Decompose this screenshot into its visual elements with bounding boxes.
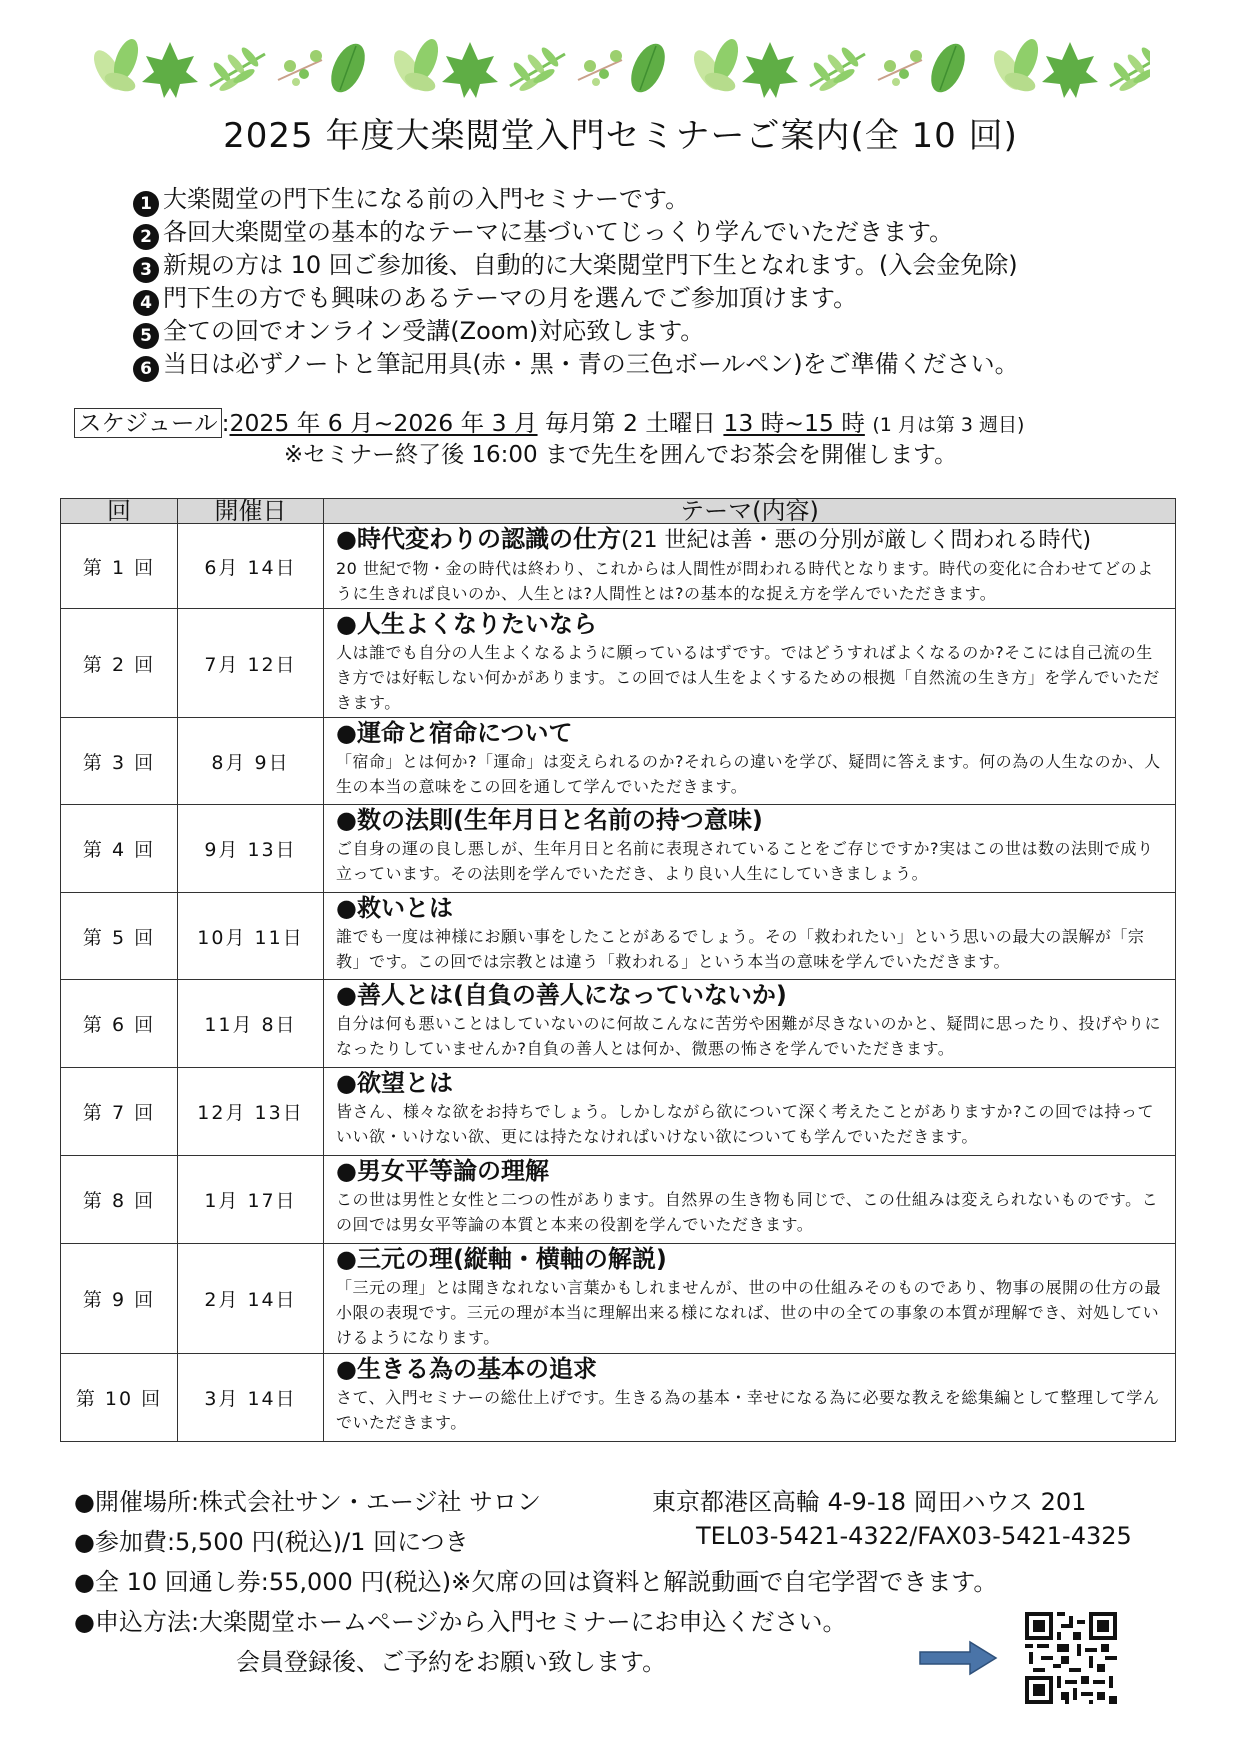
fern-leaf-icon: [210, 45, 265, 93]
session-number: 第 9 回: [61, 1244, 178, 1354]
circled-number-icon: 6: [133, 356, 159, 382]
schedule-label: スケジュール: [74, 408, 222, 438]
point-item: [133, 250, 1019, 283]
table-header-row: [61, 499, 1176, 524]
session-number: 第 8 回: [61, 1156, 178, 1244]
table-row: [61, 805, 1176, 893]
schedule-exception: (1 月は第 3 週目): [872, 414, 1025, 436]
theme-title: ●救いとは: [336, 894, 453, 922]
fee: ●参加費:5,500 円(税込)/1 回につき: [74, 1528, 469, 1556]
session-number: 第 10 回: [61, 1354, 178, 1442]
qr-code-icon[interactable]: [1025, 1612, 1117, 1704]
session-date: 8月 9日: [178, 718, 324, 805]
point-item: [133, 349, 1019, 382]
apply-method-note: 会員登録後、ご予約をお願い致します。: [236, 1648, 667, 1676]
table-row: [61, 893, 1176, 980]
theme-description: ご自身の運の良し悪しが、生年月日と名前に表現されていることをご存じですか?実はこの世は数の法則で成り立っています。その法則を学んでいただき、より良い人生にしていきましょう。: [336, 839, 1154, 883]
session-number: 第 5 回: [61, 893, 178, 980]
contact-tel-fax: TEL03-5421-4322/FAX03-5421-4325: [696, 1522, 1132, 1550]
table-row: [61, 1156, 1176, 1244]
schedule-day: 毎月第 2 土曜日: [545, 409, 716, 437]
theme-title: ●三元の理(縦軸・横軸の解説): [336, 1245, 667, 1273]
table-row: [61, 524, 1176, 609]
theme-title: ●善人とは(自負の善人になっていないか): [336, 981, 787, 1009]
session-theme: [324, 1354, 1176, 1442]
session-date: 3月 14日: [178, 1354, 324, 1442]
theme-description: さて、入門セミナーの総仕上げです。生きる為の基本・幸せになる為に必要な教えを総集編として整理して学んでいただきます。: [336, 1388, 1160, 1432]
theme-title: ●欲望とは: [336, 1069, 453, 1097]
table-row: [61, 718, 1176, 805]
session-theme: [324, 1244, 1176, 1354]
header-date: 開催日: [178, 499, 324, 524]
session-theme: [324, 609, 1176, 718]
theme-title: ●男女平等論の理解: [336, 1157, 549, 1185]
theme-description: 「宿命」とは何か?「運命」は変えられるのか?それらの違いを学び、疑問に答えます。何の為の人生なのか、人生の本当の意味をこの回を通して学んでいただきます。: [336, 752, 1161, 796]
table-row: [61, 980, 1176, 1068]
table-row: [61, 1244, 1176, 1354]
schedule-period: 2025 年 6 月~2026 年 3 月: [229, 409, 538, 437]
feature-points: [133, 184, 1019, 382]
theme-description: 皆さん、様々な欲をお持ちでしょう。しかしながら欲について深く考えたことがありますか?この回では持っていい欲・いけない欲、更には持たなければいけない欲についても学んでいただきます。: [336, 1102, 1154, 1146]
venue: ●開催場所:株式会社サン・エージ社 サロン: [74, 1488, 541, 1516]
session-number: 第 3 回: [61, 718, 178, 805]
session-number: 第 7 回: [61, 1068, 178, 1156]
session-date: 11月 8日: [178, 980, 324, 1068]
point-text: 当日は必ずノートと筆記用具(赤・黒・青の三色ボールペン)をご準備ください。: [163, 350, 1019, 378]
schedule-time: 13 時~15 時: [723, 409, 865, 437]
session-date: 7月 12日: [178, 609, 324, 718]
session-theme: [324, 718, 1176, 805]
table-row: [61, 1354, 1176, 1442]
circled-number-icon: 1: [133, 191, 159, 217]
page-title: 2025 年度大楽閲堂入門セミナーご案内(全 10 回): [223, 116, 1018, 156]
theme-description: 人は誰でも自分の人生よくなるように願っているはずです。ではどうすればよくなるのか?そこには自己流の生き方では好転しない何かがあります。この回では人生をよくするための根拠「自然流の生き方」を学んでいただきます。: [336, 643, 1160, 712]
point-text: 門下生の方でも興味のあるテーマの月を選んでご参加頂けます。: [163, 284, 858, 312]
apply-method: ●申込方法:大楽閲堂ホームページから入門セミナーにお申込ください。: [74, 1608, 847, 1636]
point-text: 新規の方は 10 回ご参加後、自動的に大楽閲堂門下生となれます。(入会金免除): [163, 251, 1018, 279]
point-text: 各回大楽閲堂の基本的なテーマに基づいてじっくり学んでいただきます。: [163, 218, 954, 246]
session-date: 1月 17日: [178, 1156, 324, 1244]
header-theme: テーマ(内容): [324, 499, 1176, 524]
header-no: 回: [61, 499, 178, 524]
seminar-table: [60, 498, 1176, 1442]
theme-title: ●時代変わりの認識の仕方: [336, 525, 621, 553]
berry-branch-icon: [278, 50, 322, 86]
schedule-line: スケジュール :2025 年 6 月~2026 年 3 月 毎月第 2 土曜日 13 時~15 時 (1 月は第 3 週目): [74, 404, 1024, 438]
theme-title: ●数の法則(生年月日と名前の持つ意味): [336, 806, 763, 834]
table-row: [61, 609, 1176, 718]
session-date: 6月 14日: [178, 524, 324, 609]
session-number: 第 2 回: [61, 609, 178, 718]
theme-description: 自分は何も悪いことはしていないのに何故こんなに苦労や困難が尽きないのかと、疑問に思ったり、投げやりになったりしていませんか?自負の善人とは何か、微悪の怖さを学んでいただきます。: [336, 1014, 1162, 1058]
session-theme: [324, 524, 1176, 609]
session-theme: [324, 893, 1176, 980]
leaf-banner: [90, 30, 1150, 102]
venue-address: 東京都港区高輪 4-9-18 岡田ハウス 201: [652, 1488, 1087, 1516]
point-item: [133, 283, 1019, 316]
session-number: 第 1 回: [61, 524, 178, 609]
session-theme: [324, 1156, 1176, 1244]
schedule-note: ※セミナー終了後 16:00 まで先生を囲んでお茶会を開催します。: [283, 442, 958, 468]
theme-subtitle: (21 世紀は善・悪の分別が厳しく問われる時代): [620, 528, 1092, 553]
theme-title: ●生きる為の基本の追求: [336, 1355, 597, 1383]
session-date: 12月 13日: [178, 1068, 324, 1156]
theme-description: 「三元の理」とは聞きなれない言葉かもしれませんが、世の中の仕組みそのものであり、物事の展開の仕方の最小限の表現です。三元の理が本当に理解出来る様になれば、世の中の全ての事象の本質が理解でき、対処していけるようになります。: [336, 1278, 1162, 1347]
leaf-cluster-icon: [90, 36, 143, 95]
session-date: 2月 14日: [178, 1244, 324, 1354]
session-theme: [324, 805, 1176, 893]
season-pass: ●全 10 回通し券:55,000 円(税込)※欠席の回は資料と解説動画で自宅学習できます。: [74, 1568, 998, 1596]
theme-description: 誰でも一度は神様にお願い事をしたことがあるでしょう。その「救われたい」という思いの最大の誤解が「宗教」です。この回では宗教とは違う「救われる」という本当の意味を学んでいただきます。: [336, 927, 1145, 971]
session-number: 第 6 回: [61, 980, 178, 1068]
session-theme: [324, 1068, 1176, 1156]
broad-leaf-icon: [324, 39, 371, 98]
circled-number-icon: 2: [133, 224, 159, 250]
point-text: 大楽閲堂の門下生になる前の入門セミナーです。: [163, 185, 690, 213]
point-item: [133, 184, 1019, 217]
session-number: 第 4 回: [61, 805, 178, 893]
maple-leaf-icon: [142, 42, 198, 98]
point-item: [133, 316, 1019, 349]
session-theme: [324, 980, 1176, 1068]
theme-description: 20 世紀で物・金の時代は終わり、これからは人間性が問われる時代となります。時代の変化に合わせてどのように生きれば良いのか、人生とは?人間性とは?の基本的な捉え方を学んでいただきます。: [336, 559, 1154, 603]
theme-title: ●運命と宿命について: [336, 719, 573, 747]
session-date: 10月 11日: [178, 893, 324, 980]
circled-number-icon: 4: [133, 290, 159, 316]
arrow-right-icon: [918, 1640, 998, 1676]
table-row: [61, 1068, 1176, 1156]
circled-number-icon: 3: [133, 257, 159, 283]
theme-title: ●人生よくなりたいなら: [336, 610, 597, 638]
point-text: 全ての回でオンライン受講(Zoom)対応致します。: [163, 317, 705, 345]
circled-number-icon: 5: [133, 323, 159, 349]
session-date: 9月 13日: [178, 805, 324, 893]
theme-description: この世は男性と女性と二つの性があります。自然界の生き物も同じで、この仕組みは変えられないものです。この回では男女平等論の本質と本来の役割を学んでいただきます。: [336, 1190, 1159, 1234]
point-item: [133, 217, 1019, 250]
